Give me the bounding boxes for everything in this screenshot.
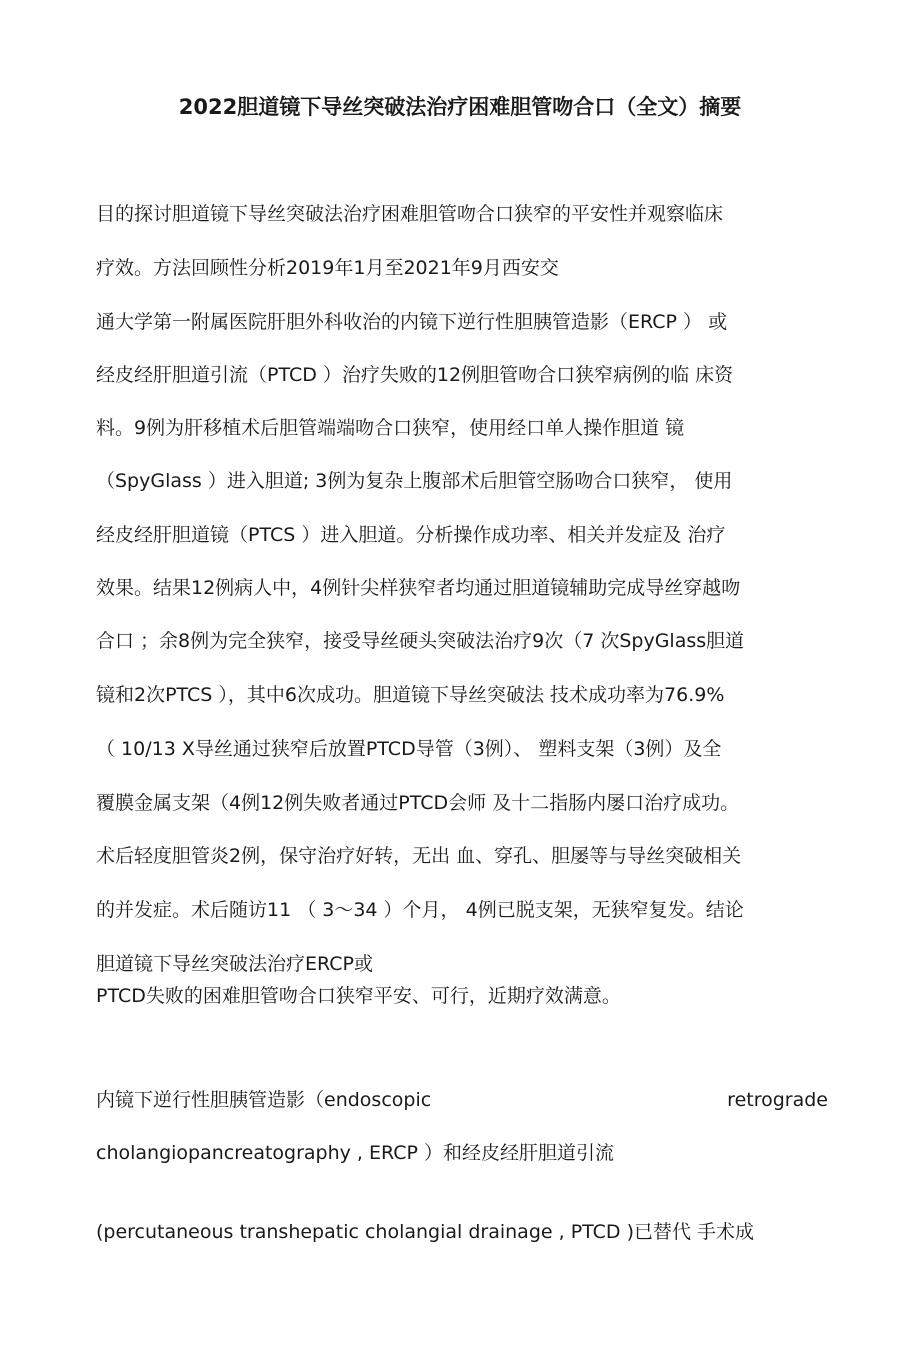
body-line: (percutaneous transhepatic cholangial drainage , PTCD )已替代 手术成 [96,1221,755,1243]
abstract-line: 合口 ；余8例为完全狭窄，接受导丝硬头突破法治疗9次（7 次SpyGlass胆道 [96,630,745,652]
abstract-line: 经皮经肝胆道引流（PTCD ）治疗失败的12例胆管吻合口狭窄病例的临 床资 [96,364,734,386]
body-line: cholangiopancreatography , ERCP ）和经皮经肝胆道引流 [96,1142,615,1164]
abstract-line: 目的探讨胆道镜下导丝突破法治疗困难胆管吻合口狭窄的平安性并观察临床 [96,203,724,225]
abstract-line: 料。9例为肝移植术后胆管端端吻合口狭窄，使用经口单人操作胆道 镜 [96,417,685,439]
body-line-left-text: 内镜下逆行性胆胰管造影（endoscopic [96,1089,432,1111]
abstract-line: 术后轻度胆管炎2例，保守治疗好转，无出 血、穿孔、胆屡等与导丝突破相关 [96,845,742,867]
abstract-line: （ 10/13 X导丝通过狭窄后放置PTCD导管（3例）、 塑料支架（3例）及全 [96,738,722,760]
abstract-line: 效果。结果12例病人中，4例针尖样狭窄者均通过胆道镜辅助完成导丝穿越吻 [96,577,741,599]
abstract-line: PTCD失败的困难胆管吻合口狭窄平安、可行，近期疗效满意。 [96,985,621,1007]
abstract-line: 的并发症。术后随访11 （ 3〜34 ）个月， 4例已脱支架，无狭窄复发。结论 [96,899,744,921]
abstract-line: 胆道镜下导丝突破法治疗ERCP或 [96,953,373,975]
body-line-right-text: retrograde [727,1089,828,1111]
abstract-line: 通大学第一附属医院肝胆外科收治的内镜下逆行性胆胰管造影（ERCP ） 或 [96,311,728,333]
abstract-line: （SpyGlass ）进入胆道; 3例为复杂上腹部术后胆管空肠吻合口狭窄， 使用 [96,470,733,492]
abstract-line: 经皮经肝胆道镜（PTCS ）进入胆道。分析操作成功率、相关并发症及 治疗 [96,524,726,546]
document-title: 2022胆道镜下导丝突破法治疗困难胆管吻合口（全文）摘要 [178,95,742,119]
abstract-line: 覆膜金属支架（4例12例失败者通过PTCD会师 及十二指肠内屡口治疗成功。 [96,792,740,814]
body-line [96,1087,828,1113]
abstract-line: 疗效。方法回顾性分析2019年1月至2021年9月西安交 [96,257,559,279]
abstract-line: 镜和2次PTCS ），其中6次成功。胆道镜下导丝突破法 技术成功率为76.9% [96,684,725,706]
